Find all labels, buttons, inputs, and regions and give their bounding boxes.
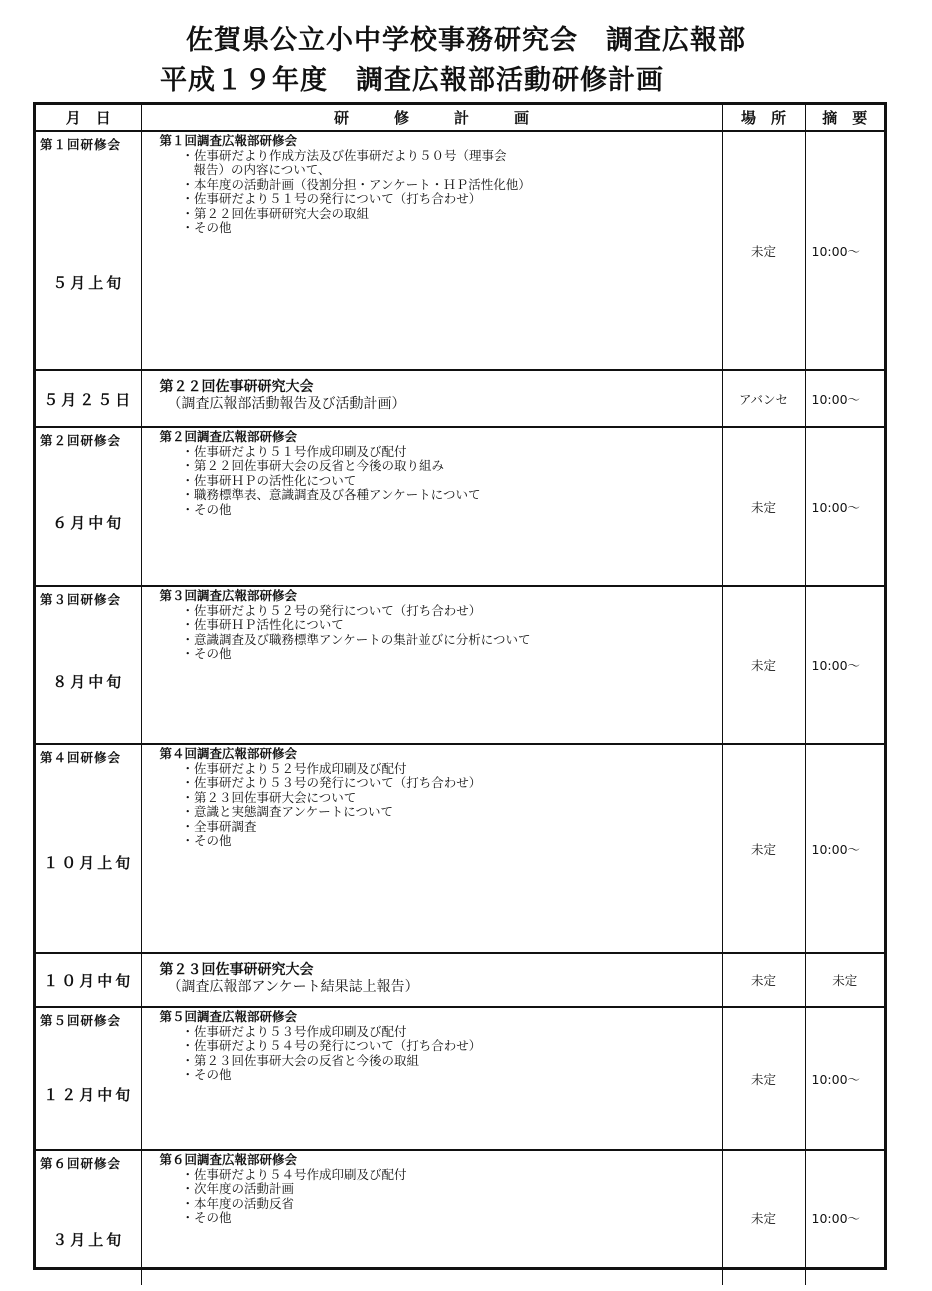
plan-heading: 第１回調査広報部研修会 (159, 133, 298, 148)
date-cell (36, 744, 141, 953)
place-cell (722, 1007, 805, 1150)
table-row (36, 370, 884, 427)
date-cell (36, 586, 141, 744)
place-value: 未定 (750, 841, 776, 857)
date-cell (36, 1150, 141, 1285)
place-cell (722, 131, 805, 370)
plan-item: ・第２２回佐事研大会の反省と今後の取り組み (181, 458, 445, 473)
plan-item: ・第２２回佐事研研究大会の取組 (181, 205, 370, 221)
date-cell (36, 131, 141, 370)
plan-item: ・佐事研だより作成方法及び佐事研だより５０号（理事会 (181, 147, 507, 163)
place-value: 未定 (750, 1211, 776, 1226)
plan-item: ・佐事研だより５３号作成印刷及び配付 (181, 1023, 407, 1039)
plan-content (142, 428, 722, 517)
plan-item: ・佐事研だより５１号作成印刷及び配付 (181, 443, 407, 459)
plan-item: ・佐事研だより５３号の発行について（打ち合わせ） (181, 775, 482, 790)
note-value: 10:00～ (811, 658, 861, 673)
note-value: 10:00～ (811, 391, 861, 407)
plan-table (36, 105, 884, 1285)
place-cell (722, 744, 805, 953)
plan-cell (141, 1150, 722, 1285)
place-cell (722, 370, 805, 427)
table-row (36, 953, 884, 1007)
note-cell (805, 427, 884, 586)
plan-heading: 第３回調査広報部研修会 (159, 588, 298, 603)
plan-item: ・本年度の活動反省 (181, 1195, 295, 1211)
plan-heading: 第５回調査広報部研修会 (159, 1009, 298, 1024)
plan-item: ・その他 (181, 1210, 232, 1225)
table-row (36, 744, 884, 953)
table-row (36, 1150, 884, 1285)
plan-heading: 第２回調査広報部研修会 (159, 429, 298, 444)
meeting-label: 第６回研修会 (40, 1156, 122, 1171)
plan-item: ・佐事研だより５２号の発行について（打ち合わせ） (181, 602, 482, 618)
date-cell (36, 427, 141, 586)
note-cell (805, 131, 884, 370)
place-value: 未定 (750, 973, 776, 988)
plan-heading: 第６回調査広報部研修会 (159, 1152, 298, 1167)
plan-content (142, 132, 722, 236)
date-label: ５月上旬 (52, 274, 125, 292)
note-value: 10:00～ (811, 499, 861, 515)
date-label: ６月中旬 (52, 514, 125, 532)
plan-item: ・その他 (181, 220, 232, 235)
plan-content (142, 1008, 722, 1083)
plan-item: ・意識と実態調査アンケートについて (181, 804, 394, 819)
date-label: ５月２５日 (43, 391, 134, 409)
place-value: アバンセ (738, 391, 788, 407)
place-value: 未定 (750, 499, 776, 515)
place-cell (722, 953, 805, 1007)
plan-item: ・第２３回佐事研大会について (181, 789, 357, 805)
plan-item: 報告）の内容について、 (193, 162, 331, 177)
plan-heading: 第４回調査広報部研修会 (159, 746, 298, 761)
plan-cell (141, 953, 722, 1007)
plan-cell (141, 1007, 722, 1150)
plan-item: ・意識調査及び職務標準アンケートの集計並びに分析について (181, 631, 531, 647)
header-note: 摘 要 (805, 105, 884, 131)
plan-item: ・第２３回佐事研大会の反省と今後の取組 (181, 1052, 420, 1068)
plan-cell (141, 586, 722, 744)
note-cell (805, 1150, 884, 1285)
document-title: 佐賀県公立小中学校事務研究会 調査広報部 (186, 25, 746, 56)
note-value: 未定 (832, 973, 858, 988)
plan-item: ・その他 (181, 646, 232, 661)
plan-item: ・佐事研ＨＰ活性化について (181, 617, 344, 632)
table-row (36, 586, 884, 744)
table-row (36, 131, 884, 370)
date-label: １２月中旬 (43, 1086, 134, 1104)
place-cell (722, 586, 805, 744)
place-value: 未定 (750, 1071, 776, 1087)
header-date: 月 日 (36, 105, 141, 131)
plan-item: ・次年度の活動計画 (181, 1181, 295, 1196)
place-cell (722, 1150, 805, 1285)
header-place: 場 所 (722, 105, 805, 131)
table-header-row (36, 105, 884, 131)
plan-item: ・その他 (181, 833, 232, 848)
plan-item: ・佐事研ＨＰの活性化について (181, 472, 357, 488)
note-cell (805, 370, 884, 427)
meeting-label: 第２回研修会 (40, 433, 122, 448)
note-value: 10:00～ (811, 1071, 861, 1087)
table-row (36, 1007, 884, 1150)
note-cell (805, 744, 884, 953)
note-cell (805, 1007, 884, 1150)
note-value: 10:00～ (811, 841, 861, 857)
plan-content (142, 954, 722, 996)
plan-cell (141, 744, 722, 953)
plan-content (142, 1151, 722, 1226)
place-value: 未定 (750, 243, 776, 259)
plan-content (142, 587, 722, 662)
plan-item: ・その他 (181, 501, 232, 517)
date-cell (36, 953, 141, 1007)
plan-item: ・職務標準表、意識調査及び各種アンケートについて (181, 487, 481, 502)
plan-cell (141, 370, 722, 427)
plan-cell (141, 131, 722, 370)
plan-item: ・佐事研だより５１号の発行について（打ち合わせ） (181, 191, 482, 206)
meeting-label: 第５回研修会 (40, 1013, 122, 1028)
plan-item: ・佐事研だより５２号作成印刷及び配付 (181, 760, 407, 776)
plan-table-frame (33, 102, 887, 1270)
note-value: 10:00～ (811, 243, 861, 259)
date-label: ３月上旬 (52, 1231, 125, 1249)
date-cell (36, 1007, 141, 1150)
header-plan: 研 修 計 画 (141, 105, 722, 131)
place-cell (722, 427, 805, 586)
plan-item: ・全事研調査 (181, 818, 257, 834)
note-cell (805, 953, 884, 1007)
plan-heading: 第２２回佐事研研究大会 (159, 379, 314, 395)
note-cell (805, 586, 884, 744)
note-value: 10:00～ (811, 1211, 861, 1226)
table-row (36, 427, 884, 586)
plan-content (142, 371, 722, 413)
plan-item: ・佐事研だより５４号作成印刷及び配付 (181, 1166, 407, 1182)
date-label: １０月中旬 (43, 972, 134, 990)
date-label: ８月中旬 (52, 673, 125, 691)
plan-item: ・その他 (181, 1067, 232, 1082)
document-subtitle: 平成１９年度 調査広報部活動研修計画 (160, 65, 664, 96)
meeting-label: 第４回研修会 (40, 750, 122, 765)
plan-item: （調査広報部活動報告及び活動計画） (167, 396, 406, 412)
plan-heading: 第２３回佐事研研究大会 (159, 962, 314, 978)
plan-item: ・佐事研だより５４号の発行について（打ち合わせ） (181, 1038, 482, 1053)
meeting-label: 第３回研修会 (40, 592, 122, 607)
date-cell (36, 370, 141, 427)
plan-cell (141, 427, 722, 586)
date-label: １０月上旬 (43, 854, 134, 872)
plan-content (142, 745, 722, 849)
place-value: 未定 (750, 658, 776, 673)
meeting-label: 第１回研修会 (40, 137, 122, 152)
plan-item: （調査広報部アンケート結果誌上報告） (167, 979, 419, 995)
plan-item: ・本年度の活動計画（役割分担・アンケート・ＨＰ活性化他） (181, 176, 531, 192)
